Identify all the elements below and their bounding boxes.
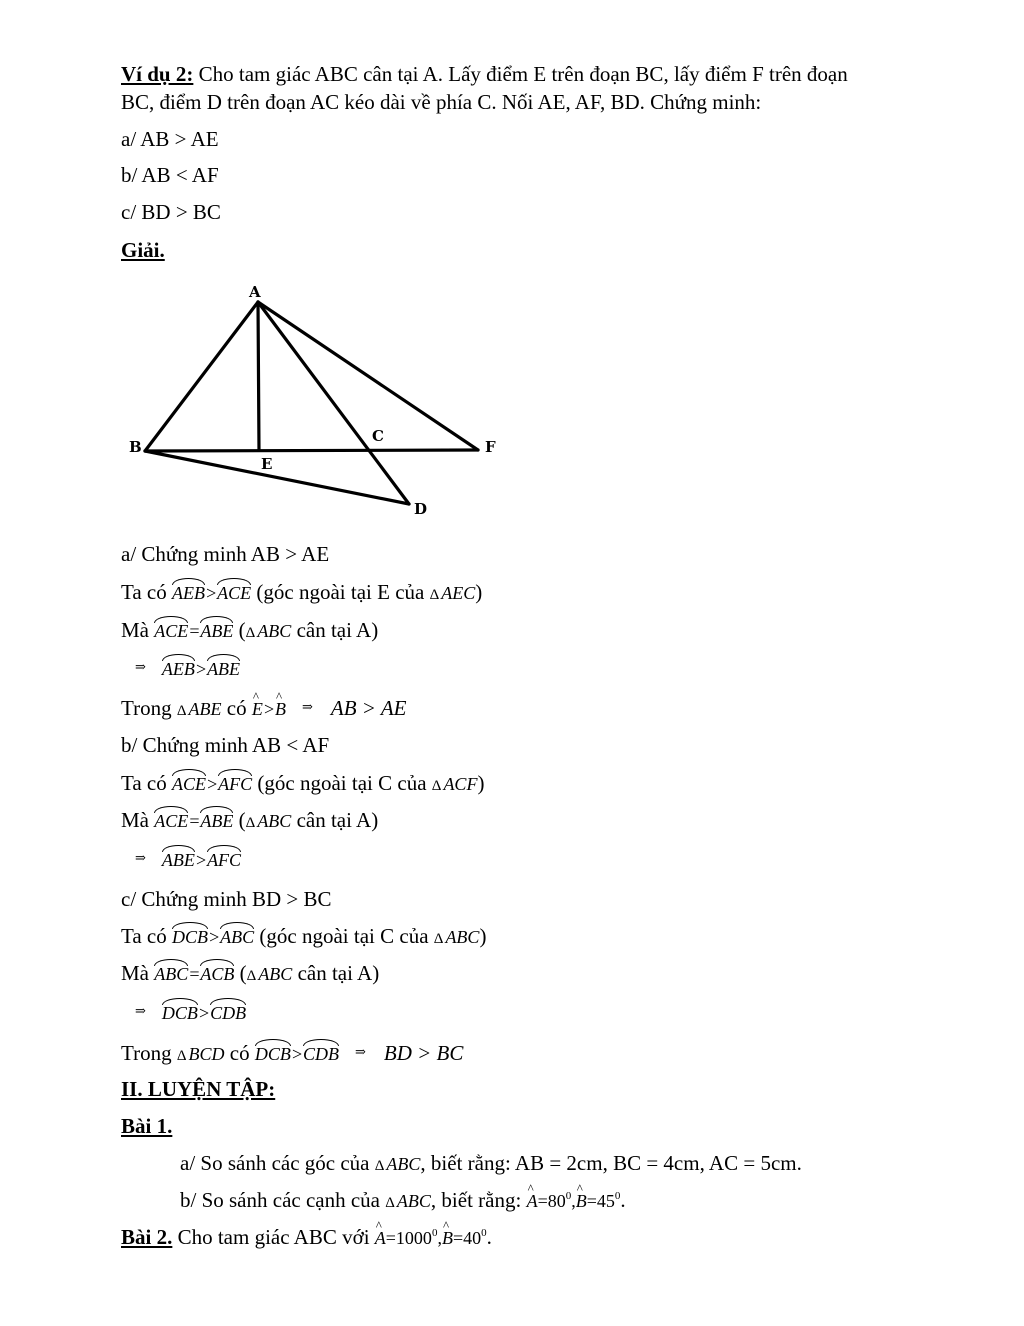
angle: ACE [154, 616, 188, 644]
bai2-label: Bài 2. [121, 1225, 173, 1249]
label-a: A [249, 283, 261, 301]
label-e: E [261, 455, 273, 473]
part-a-line-1: Ta có AEB>ACE (góc ngoài tại E của Δ AEC) [121, 580, 483, 604]
angle: ACE [172, 769, 206, 797]
angle: DCB [255, 1039, 291, 1067]
angle: DCB [162, 998, 198, 1026]
angle: ABE [162, 845, 195, 873]
angle: AEB [172, 578, 205, 606]
angle: ABC [220, 922, 254, 950]
hat: ^ B [442, 1225, 453, 1251]
angle: ACE [217, 578, 251, 606]
segment-ad [258, 302, 409, 504]
part-a-line-3: ⇒ AEB>ABE [121, 654, 240, 684]
geometry-figure [118, 278, 518, 523]
angle: AFC [207, 845, 241, 873]
part-b-heading: b/ Chứng minh AB < AF [121, 733, 330, 757]
intro-text-2: BC, điểm D trên đoạn AC kéo dài về phía C. Nối AE, AF, BD. Chứng minh: [121, 90, 762, 114]
segment-ae [258, 302, 259, 450]
claim-c: c/ BD > BC [121, 200, 221, 224]
angle: CDB [303, 1039, 339, 1067]
bai1-a: a/ So sánh các góc của Δ ABC, biết rằng: AB = 2cm, BC = 4cm, AC = 5cm. [180, 1151, 802, 1175]
intro-line-2 [121, 89, 761, 115]
part-a-heading: a/ Chứng minh AB > AE [121, 542, 330, 566]
angle: DCB [172, 922, 208, 950]
implies-icon: ⇒ [135, 659, 146, 674]
label-c: C [372, 427, 384, 445]
intro-text-1: Cho tam giác ABC cân tại A. Lấy điểm E trên đoạn BC, lấy điểm F trên đoạn [193, 62, 848, 86]
label-b: B [129, 438, 142, 456]
segment-af [258, 302, 478, 450]
part-a-line-2: Mà ACE=ABE (Δ ABC cân tại A) [121, 618, 379, 642]
angle: ABC [154, 959, 188, 987]
bai2: Bài 2. Cho tam giác ABC với ^ $A=1000^0,\^{}$ $B=40^0$. [121, 1224, 492, 1254]
practice-heading: II. LUYỆN TẬP: [121, 1077, 276, 1101]
angle: ABE [200, 616, 233, 644]
solution-heading: Giải. [121, 238, 165, 262]
part-b-line-1: Ta có ACE>AFC (góc ngoài tại C của Δ ACF) [121, 771, 485, 795]
implies-icon: ⇒ [301, 699, 313, 714]
implies-icon: ⇒ [354, 1044, 366, 1059]
angle: ACB [200, 959, 234, 987]
label-d: D [414, 500, 428, 518]
hat: ^ E [252, 696, 263, 722]
example-label: Ví dụ 2: [121, 62, 194, 86]
implies-icon: ⇒ [135, 850, 146, 865]
part-b-line-3: ⇒ ABE>AFC [121, 845, 241, 875]
hat: ^ B [275, 696, 286, 722]
hat: ^ A [375, 1225, 386, 1251]
hat: ^ A [527, 1188, 538, 1214]
part-b-line-2: Mà ACE=ABE (Δ ABC cân tại A) [121, 808, 379, 832]
bai1-b: b/ So sánh các cạnh của Δ ABC, biết rằng: ^ $A=80^0,\^{}$ $B=45^0$. [180, 1187, 626, 1217]
segment-bf [145, 450, 478, 451]
angle: AEB [162, 654, 195, 682]
angle: AFC [218, 769, 252, 797]
intro-line-1 [121, 61, 848, 87]
label-f: F [485, 438, 496, 456]
part-c-line-2: Mà ABC=ACB (Δ ABC cân tại A) [121, 961, 380, 985]
implies-icon: ⇒ [135, 1003, 146, 1018]
angle: CDB [210, 998, 246, 1026]
segment-bd [145, 451, 409, 504]
part-c-line-3: ⇒ DCB>CDB [121, 998, 246, 1028]
part-c-line-1: Ta có DCB>ABC (góc ngoài tại C của Δ ABC) [121, 924, 487, 948]
claim-a: a/ AB > AE [121, 127, 219, 151]
part-c-line-4: Trong Δ BCD có DCB>CDB ⇒ BD > BC [121, 1041, 464, 1065]
segment-ab [145, 302, 258, 451]
angle: ABE [207, 654, 240, 682]
angle: ABE [200, 806, 233, 834]
part-c-heading: c/ Chứng minh BD > BC [121, 887, 332, 911]
part-a-line-4: Trong Δ ABE có ^ E>^ B ⇒ AB > AE [121, 695, 407, 724]
hat: ^ B [576, 1188, 587, 1214]
bai1-label: Bài 1. [121, 1114, 173, 1138]
claim-b: b/ AB < AF [121, 163, 219, 187]
angle: ACE [154, 806, 188, 834]
